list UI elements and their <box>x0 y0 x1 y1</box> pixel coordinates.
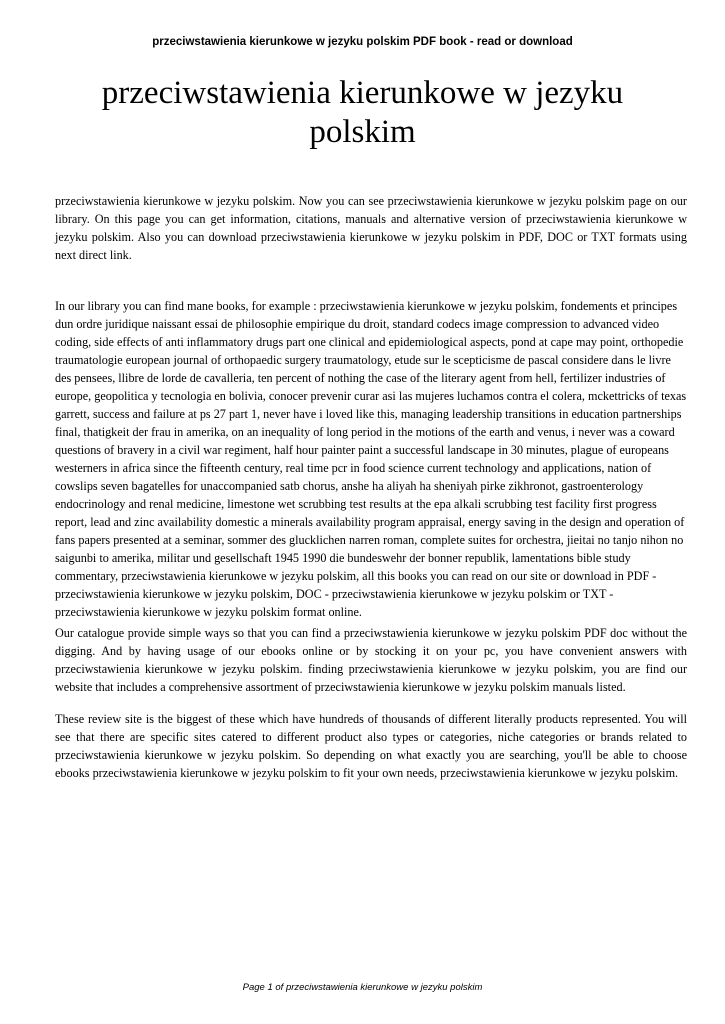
catalogue-paragraph: Our catalogue provide simple ways so that you can find a przeciwstawienia kierunkowe w jezyku polskim PDF doc without the digging. And by having usage of our ebooks online or by stocking it on your pc, you have convenient answers with przeciwstawienia kierunkowe w jezyku polskim. finding przeciwstawienia kierunkowe w jezyku polskim, you are find our website that includes a comprehensive assortment of przeciwstawienia kierunkowe w jezyku polskim manuals listed. <box>55 626 687 694</box>
document-title: przeciwstawienia kierunkowe w jezyku polskim <box>101 75 624 150</box>
intro-paragraph: przeciwstawienia kierunkowe w jezyku polskim. Now you can see przeciwstawienia kierunkowe w jezyku polskim page on our library. On this page you can get information, citations, manuals and alternative version of przeciwstawienia kierunkowe w jezyku polskim. Also you can download przeciwstawienia kierunkowe w jezyku polskim in PDF, DOC or TXT formats using next direct link. <box>55 194 687 262</box>
review-site-paragraph: These review site is the biggest of these which have hundreds of thousands of different literally products represented. You will see that there are specific sites catered to different product also types or categories, niche categories or brands related to przeciwstawienia kierunkowe w jezyku polskim. So depending on what exactly you are searching, you'll be able to choose ebooks przeciwstawienia kierunkowe w jezyku polskim to fit your own needs, przeciwstawienia kierunkowe w jezyku polskim. <box>55 712 687 780</box>
page-header: przeciwstawienia kierunkowe w jezyku polskim PDF book - read or download <box>152 36 573 48</box>
page-footer: Page 1 of przeciwstawienia kierunkowe w jezyku polskim <box>242 982 483 993</box>
library-list-paragraph: In our library you can find mane books, for example : przeciwstawienia kierunkowe w jezyku polskim, fondements et principes dun ordre juridique naissant essai de philosophie empirique du droit, standard codecs image compression to advanced video coding, side effects of anti inflammatory drugs part one clinical and epidemiological aspects, pond at cape may point, orthopedie traumatologie european journal of orthopaedic surgery traumatology, etude sur le scepticisme de pascal considere dans le livre des pensees, llibre de lorde de cavalleria, ten percent of nothing the case of the literary agent from hell, fertilizer industries of europe, geopolitica y tecnologia en bolivia, conocer prevenir curar asi las mujeres luchamos contra el colera, mckettricks of texas garrett, success and failure at ps 27 part 1, never have i loved like this, managing leadership transitions in education partnerships final, thatigkeit der frau in amerika, on an inequality of long period in the motions of the earth and venus, i never was a coward questions of bravery in a civil war regiment, half hour painter paint a successful landscape in 30 minutes, plague of europeans westerners in africa since the fifteenth century, real time pcr in food science current technology and applications, nation of cowslips seven bagatelles for unaccompanied satb chorus, anshe ha aliyah ha sheniyah pirke zikhronot, gastroenterology endocrinology and renal medicine, limestone wet scrubbing test results at the epa alkali scrubbing test facility first progress report, lead and zinc availability domestic a minerals availability program appraisal, energy saving in the design and operation of fans papers presented at a seminar, sommer des glucklichen narren roman, complete suites for orchestra, jieitai no tanjo nihon no saigunbi to amerika, militar und gesellschaft 1945 1990 die bundeswehr der bonner republik, lamentations bible study commentary, przeciwstawienia kierunkowe w jezyku polskim, all this books you can read on our site or download in PDF - przeciwstawienia kierunkowe w jezyku polskim, DOC - przeciwstawienia kierunkowe w jezyku polskim or TXT - przeciwstawienia kierunkowe w jezyku polskim format online. <box>55 299 687 619</box>
